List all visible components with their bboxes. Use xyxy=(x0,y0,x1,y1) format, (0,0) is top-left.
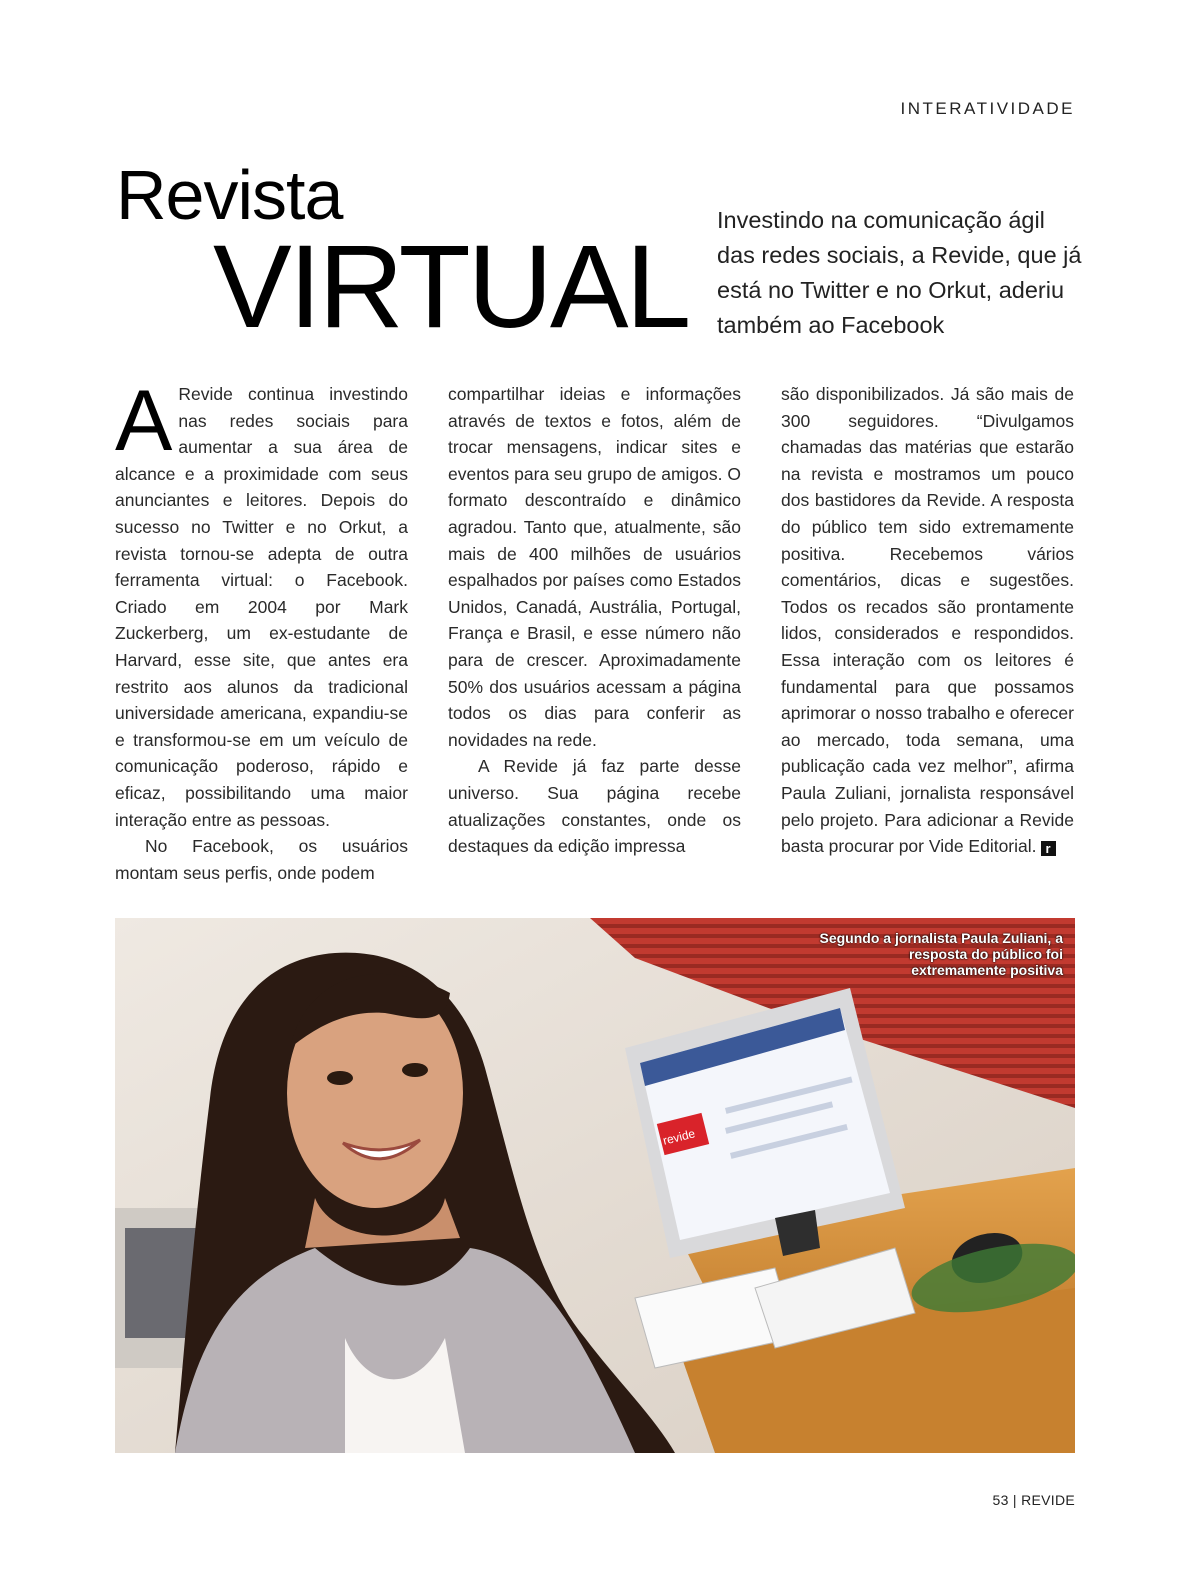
screen-logo-text: revide xyxy=(661,1126,697,1148)
footer-separator: | xyxy=(1012,1492,1017,1508)
drop-cap: A xyxy=(115,373,173,469)
photo-illustration xyxy=(115,918,1075,1453)
page-footer xyxy=(993,1492,1075,1508)
page-number: 53 xyxy=(992,1492,1009,1508)
article-column-1 xyxy=(115,373,408,886)
section-tag: INTERATIVIDADE xyxy=(900,99,1075,118)
paragraph: No Facebook, os usuários montam seus perfis, onde podem xyxy=(115,836,408,883)
title-line1: Revista xyxy=(116,156,343,234)
paragraph: Revide continua investindo nas redes sociais para aumentar a sua área de alcance e a proximidade com seus anunciantes e leitores. Depois do sucesso no Twitter e no Orkut, a revista tornou-se adepta de outra ferramenta virtual: o Facebook. Criado em 2004 por Mark Zuckerberg, um ex-estudante de Harvard, esse site, que antes era restrito aos alunos da tradicional universidade americana, expandiu-se e transformou-se em um veículo de comunicação poderoso, rápido e eficaz, possibilitando uma maior interação entre as pessoas. xyxy=(115,384,408,830)
photo-caption: Segundo a jornalista Paula Zuliani, a resposta do público foi extremamente positiva xyxy=(819,930,1063,978)
left-eye xyxy=(327,1071,353,1085)
magazine-name: REVIDE xyxy=(1021,1492,1075,1508)
right-eye xyxy=(402,1063,428,1077)
end-mark-icon: r xyxy=(1041,841,1056,856)
monitor-stand xyxy=(775,1210,820,1256)
article-column-2 xyxy=(448,381,741,860)
title-line2: VIRTUAL xyxy=(213,221,689,353)
subtitle: Investindo na comunicação ágil das redes sociais, a Revide, que já está no Twitter e no Orkut, aderiu também ao Facebook xyxy=(717,207,1082,338)
article-photo xyxy=(115,918,1075,1453)
article-body xyxy=(115,373,1075,891)
paragraph: compartilhar ideias e informações através de textos e fotos, além de trocar mensagens, indicar sites e eventos para seu grupo de amigos. O formato descontraído e dinâmico agradou. Tanto que, atualmente, são mais de 400 milhões de usuários espalhados por países como Estados Unidos, Canadá, Austrália, Portugal, França e Brasil, e esse número não para de crescer. Aproximadamente 50% dos usuários acessam a página todos os dias para conferir as novidades na rede. xyxy=(448,384,741,750)
article-column-3 xyxy=(781,381,1074,860)
paragraph: são disponibilizados. Já são mais de 300 seguidores. “Divulgamos chamadas das matérias que estarão na revista e mostramos um pouco dos bastidores da Revide. A resposta do público tem sido extremamente positiva. Recebemos vários comentários, dicas e sugestões. Todos os recados são prontamente lidos, considerados e respondidos. Essa interação com os leitores é fundamental para que possamos aprimorar o nosso trabalho e oferecer ao mercado, toda semana, uma publicação cada vez melhor”, afirma Paula Zuliani, jornalista responsável pelo projeto. Para adicionar a Revide basta procurar por Vide Editorial. xyxy=(781,384,1074,857)
paragraph: A Revide já faz parte desse universo. Sua página recebe atualizações constantes, onde os destaques da edição impressa xyxy=(448,756,741,857)
